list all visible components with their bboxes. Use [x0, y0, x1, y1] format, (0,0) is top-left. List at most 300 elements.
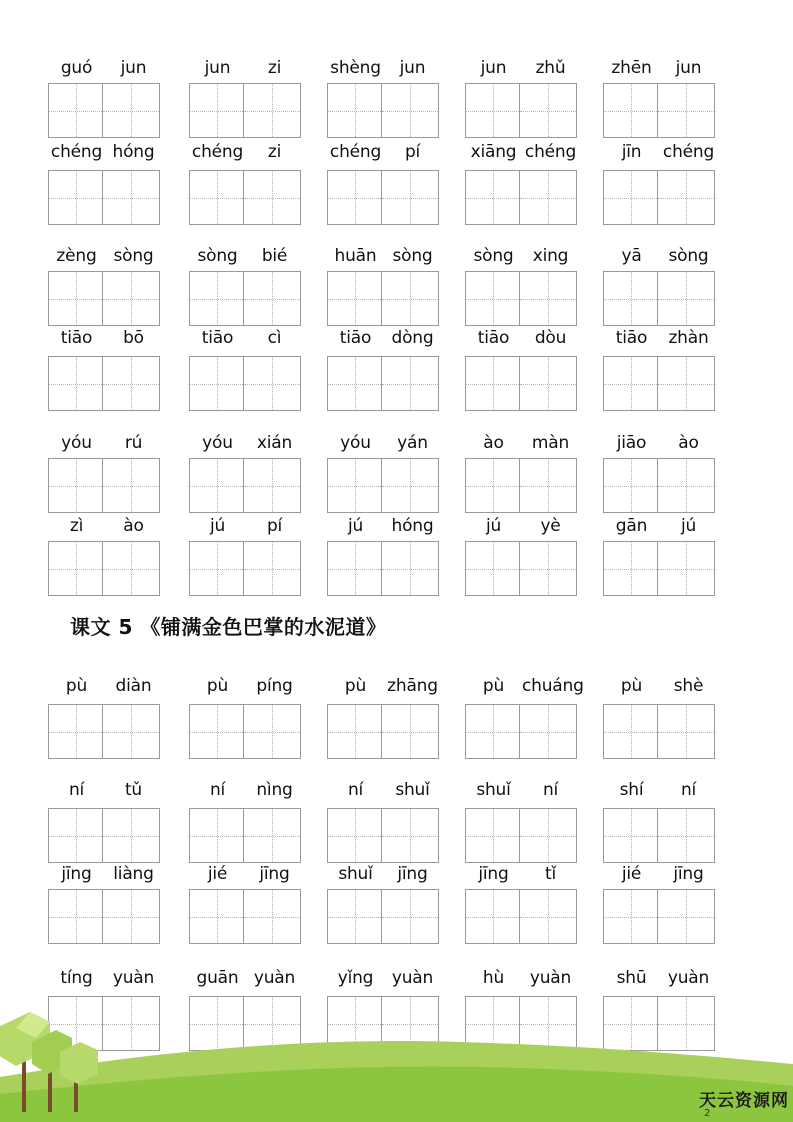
pinyin-label: pí [266, 516, 283, 536]
word-group [327, 140, 441, 226]
guide-line-vertical [131, 705, 132, 758]
writing-cell[interactable] [244, 541, 301, 596]
writing-cell[interactable] [189, 889, 244, 944]
writing-cell[interactable] [603, 83, 658, 138]
tianzige-grid [465, 808, 577, 863]
writing-cell[interactable] [48, 704, 103, 759]
guide-line-vertical [548, 542, 549, 595]
pinyin-label: yán [397, 433, 428, 453]
guide-line-vertical [493, 705, 494, 758]
guide-line-vertical [355, 809, 356, 862]
word-group [465, 514, 579, 597]
pinyin-label: chéng [191, 142, 244, 162]
writing-cell[interactable] [658, 458, 715, 513]
word-group [327, 56, 441, 139]
guide-line-vertical [131, 272, 132, 325]
guide-line-vertical [76, 809, 77, 862]
tianzige-grid [603, 889, 715, 944]
guide-line-vertical [272, 809, 273, 862]
writing-cell[interactable] [520, 458, 577, 513]
pinyin-label: jīng [673, 864, 704, 884]
pinyin-label: jun [399, 58, 426, 78]
writing-cell[interactable] [327, 704, 382, 759]
guide-line-vertical [272, 171, 273, 224]
writing-cell[interactable] [103, 356, 160, 411]
guide-line-vertical [272, 84, 273, 137]
guide-line-vertical [631, 84, 632, 137]
writing-cell[interactable] [244, 83, 301, 138]
guide-line-vertical [272, 705, 273, 758]
writing-cell[interactable] [244, 356, 301, 411]
tianzige-grid [465, 356, 577, 411]
writing-cell[interactable] [48, 356, 103, 411]
writing-cell[interactable] [658, 889, 715, 944]
word-group [465, 862, 579, 945]
guide-line-vertical [217, 171, 218, 224]
writing-cell[interactable] [603, 541, 658, 596]
writing-cell[interactable] [382, 704, 439, 759]
pinyin-label: tiāo [477, 328, 510, 348]
word-group [603, 862, 717, 945]
writing-cell[interactable] [658, 541, 715, 596]
guide-line-vertical [548, 272, 549, 325]
writing-cell[interactable] [327, 889, 382, 944]
word-group [603, 431, 717, 514]
writing-cell[interactable] [520, 83, 577, 138]
guide-line-vertical [410, 459, 411, 512]
pinyin-label: jun [204, 58, 231, 78]
tianzige-grid [465, 541, 577, 596]
word-group [48, 326, 162, 412]
pinyin-label: zhàn [668, 328, 709, 348]
word-group [603, 56, 717, 139]
writing-cell[interactable] [189, 170, 244, 225]
tianzige-grid [48, 541, 160, 596]
pinyin-label: jun [120, 58, 147, 78]
guide-line-vertical [548, 809, 549, 862]
pinyin-label: tǔ [124, 780, 143, 800]
writing-cell[interactable] [382, 458, 439, 513]
writing-cell[interactable] [382, 271, 439, 326]
guide-line-vertical [493, 890, 494, 943]
tianzige-grid [48, 356, 160, 411]
writing-cell[interactable] [48, 83, 103, 138]
writing-cell[interactable] [520, 541, 577, 596]
pinyin-label: jīng [397, 864, 428, 884]
tianzige-grid [603, 704, 715, 759]
tianzige-grid [603, 541, 715, 596]
word-group [465, 56, 579, 139]
guide-line-vertical [631, 890, 632, 943]
pinyin-label: shuǐ [476, 780, 511, 800]
writing-cell[interactable] [465, 889, 520, 944]
tianzige-grid [327, 83, 439, 138]
word-group [189, 140, 303, 226]
guide-line-vertical [217, 542, 218, 595]
pinyin-label: pí [404, 142, 421, 162]
guide-line-vertical [493, 272, 494, 325]
writing-cell[interactable] [48, 271, 103, 326]
guide-line-vertical [493, 84, 494, 137]
word-group [48, 674, 162, 760]
guide-line-vertical [76, 705, 77, 758]
word-group [603, 778, 717, 864]
guide-line-vertical [410, 171, 411, 224]
writing-cell[interactable] [103, 83, 160, 138]
pinyin-label: tiāo [339, 328, 372, 348]
tianzige-grid [189, 889, 301, 944]
pinyin-label: chéng [329, 142, 382, 162]
guide-line-vertical [355, 890, 356, 943]
word-group [603, 674, 717, 760]
writing-cell[interactable] [244, 808, 301, 863]
word-group [603, 140, 717, 226]
tianzige-grid [327, 356, 439, 411]
pinyin-label: yuàn [253, 968, 296, 988]
guide-line-vertical [76, 890, 77, 943]
pinyin-label: rú [124, 433, 143, 453]
writing-cell[interactable] [48, 170, 103, 225]
writing-cell[interactable] [103, 808, 160, 863]
guide-line-vertical [548, 459, 549, 512]
writing-cell[interactable] [244, 889, 301, 944]
pinyin-label: hóng [112, 142, 155, 162]
word-group [327, 244, 441, 327]
pinyin-label: jú [680, 516, 697, 536]
writing-cell[interactable] [48, 889, 103, 944]
pinyin-label: jīng [478, 864, 509, 884]
writing-cell[interactable] [520, 808, 577, 863]
guide-line-vertical [217, 890, 218, 943]
writing-cell[interactable] [465, 356, 520, 411]
pinyin-label: yā [621, 246, 642, 266]
tianzige-grid [603, 170, 715, 225]
writing-cell[interactable] [327, 170, 382, 225]
writing-cell[interactable] [382, 83, 439, 138]
pinyin-label: bō [123, 328, 144, 348]
writing-cell[interactable] [189, 541, 244, 596]
guide-line-vertical [217, 809, 218, 862]
writing-cell[interactable] [658, 83, 715, 138]
pinyin-label: yuàn [529, 968, 572, 988]
guide-line-vertical [355, 84, 356, 137]
tianzige-grid [465, 271, 577, 326]
writing-cell[interactable] [603, 271, 658, 326]
tianzige-grid [48, 808, 160, 863]
pinyin-label: yǐng [337, 968, 374, 988]
guide-line-vertical [686, 705, 687, 758]
writing-cell[interactable] [103, 170, 160, 225]
writing-cell[interactable] [327, 458, 382, 513]
guide-line-vertical [217, 459, 218, 512]
guide-line-vertical [631, 357, 632, 410]
writing-cell[interactable] [658, 356, 715, 411]
pinyin-label: jun [675, 58, 702, 78]
guide-line-vertical [131, 459, 132, 512]
guide-line-vertical [76, 272, 77, 325]
tianzige-grid [189, 170, 301, 225]
tianzige-grid [48, 458, 160, 513]
pinyin-label: xing [532, 246, 569, 266]
pinyin-label: sòng [113, 246, 154, 266]
pinyin-label: yè [540, 516, 561, 536]
tianzige-grid [603, 808, 715, 863]
writing-cell[interactable] [658, 170, 715, 225]
pinyin-label: chéng [50, 142, 103, 162]
writing-cell[interactable] [244, 704, 301, 759]
tianzige-grid [603, 458, 715, 513]
pinyin-label: ní [347, 780, 364, 800]
pinyin-label: nìng [256, 780, 293, 800]
writing-cell[interactable] [189, 356, 244, 411]
word-group [189, 862, 303, 945]
writing-cell[interactable] [603, 808, 658, 863]
guide-line-vertical [631, 542, 632, 595]
writing-cell[interactable] [658, 271, 715, 326]
writing-cell[interactable] [658, 704, 715, 759]
pinyin-label: jīng [259, 864, 290, 884]
guide-line-vertical [493, 171, 494, 224]
writing-cell[interactable] [382, 356, 439, 411]
guide-line-vertical [410, 890, 411, 943]
pinyin-label: yóu [202, 433, 233, 453]
pinyin-label: pù [482, 676, 505, 696]
tianzige-grid [465, 458, 577, 513]
tianzige-grid [189, 356, 301, 411]
pinyin-label: sòng [392, 246, 433, 266]
writing-cell[interactable] [603, 356, 658, 411]
pinyin-label: jú [209, 516, 226, 536]
tianzige-grid [465, 170, 577, 225]
pinyin-label: ní [68, 780, 85, 800]
guide-line-vertical [631, 809, 632, 862]
word-group [465, 244, 579, 327]
writing-cell[interactable] [382, 541, 439, 596]
tianzige-grid [189, 271, 301, 326]
writing-cell[interactable] [103, 889, 160, 944]
pinyin-label: jun [480, 58, 507, 78]
writing-cell[interactable] [103, 541, 160, 596]
pinyin-label: ní [209, 780, 226, 800]
pinyin-label: pù [206, 676, 229, 696]
word-group [327, 326, 441, 412]
writing-cell[interactable] [603, 889, 658, 944]
word-group [465, 674, 584, 760]
pinyin-label: zèng [56, 246, 97, 266]
writing-cell[interactable] [520, 889, 577, 944]
writing-cell[interactable] [520, 356, 577, 411]
pinyin-label: shí [619, 780, 644, 800]
pinyin-label: pù [620, 676, 643, 696]
pinyin-label: shuǐ [395, 780, 430, 800]
word-group [48, 862, 162, 945]
pinyin-label: jié [207, 864, 228, 884]
writing-cell[interactable] [465, 541, 520, 596]
word-group [465, 140, 579, 226]
guide-line-vertical [272, 542, 273, 595]
pinyin-label: sòng [473, 246, 514, 266]
word-group [189, 778, 303, 864]
writing-cell[interactable] [327, 356, 382, 411]
pinyin-label: píng [256, 676, 293, 696]
guide-line-vertical [355, 705, 356, 758]
guide-line-vertical [686, 357, 687, 410]
footer-logo: 天云资源网 [699, 1091, 789, 1111]
pinyin-label: chéng [662, 142, 715, 162]
writing-cell[interactable] [382, 808, 439, 863]
page-number: 2 [704, 1108, 711, 1119]
pinyin-label: yuàn [667, 968, 710, 988]
guide-line-vertical [355, 459, 356, 512]
guide-line-vertical [355, 357, 356, 410]
writing-cell[interactable] [103, 271, 160, 326]
pinyin-label: gān [615, 516, 648, 536]
pinyin-label: jié [621, 864, 642, 884]
writing-cell[interactable] [465, 83, 520, 138]
writing-cell[interactable] [520, 170, 577, 225]
guide-line-vertical [355, 542, 356, 595]
tianzige-grid [465, 889, 577, 944]
writing-cell[interactable] [48, 458, 103, 513]
guide-line-vertical [131, 890, 132, 943]
pinyin-label: zhāng [387, 676, 438, 696]
tianzige-grid [48, 271, 160, 326]
guide-line-vertical [631, 459, 632, 512]
tianzige-grid [327, 541, 439, 596]
guide-line-vertical [131, 542, 132, 595]
writing-cell[interactable] [465, 458, 520, 513]
writing-cell[interactable] [658, 808, 715, 863]
tianzige-grid [327, 704, 439, 759]
word-group [327, 674, 441, 760]
pinyin-label: huān [334, 246, 377, 266]
writing-cell[interactable] [189, 704, 244, 759]
pinyin-label: bié [261, 246, 288, 266]
tianzige-grid [327, 170, 439, 225]
tianzige-grid [48, 889, 160, 944]
pinyin-label: zì [69, 516, 84, 536]
tianzige-grid [48, 170, 160, 225]
writing-cell[interactable] [189, 271, 244, 326]
word-group [48, 431, 162, 514]
guide-line-vertical [410, 84, 411, 137]
pinyin-label: liàng [113, 864, 154, 884]
guide-line-vertical [131, 84, 132, 137]
guide-line-vertical [493, 809, 494, 862]
writing-cell[interactable] [244, 170, 301, 225]
writing-cell[interactable] [603, 170, 658, 225]
guide-line-vertical [686, 272, 687, 325]
writing-cell[interactable] [327, 83, 382, 138]
writing-cell[interactable] [189, 458, 244, 513]
writing-cell[interactable] [465, 704, 520, 759]
pinyin-label: sòng [197, 246, 238, 266]
guide-line-vertical [631, 705, 632, 758]
guide-line-vertical [686, 542, 687, 595]
pinyin-label: zhǔ [535, 58, 566, 78]
writing-cell[interactable] [465, 170, 520, 225]
writing-cell[interactable] [48, 808, 103, 863]
word-group [48, 140, 162, 226]
word-group [189, 244, 303, 327]
word-group [327, 431, 441, 514]
word-group [189, 56, 303, 139]
word-group [48, 244, 162, 327]
pinyin-label: ní [542, 780, 559, 800]
pinyin-label: tǐ [545, 864, 556, 884]
pinyin-label: shè [673, 676, 704, 696]
pinyin-label: guān [196, 968, 239, 988]
writing-cell[interactable] [603, 704, 658, 759]
word-group [327, 778, 441, 864]
writing-cell[interactable] [382, 889, 439, 944]
guide-line-vertical [131, 171, 132, 224]
guide-line-vertical [410, 357, 411, 410]
tianzige-grid [327, 889, 439, 944]
word-group [327, 514, 441, 597]
guide-line-vertical [355, 171, 356, 224]
pinyin-label: pù [344, 676, 367, 696]
tianzige-grid [465, 83, 577, 138]
guide-line-vertical [410, 542, 411, 595]
guide-line-vertical [131, 809, 132, 862]
guide-line-vertical [217, 705, 218, 758]
guide-line-vertical [548, 357, 549, 410]
guide-line-vertical [217, 84, 218, 137]
writing-cell[interactable] [382, 170, 439, 225]
guide-line-vertical [355, 272, 356, 325]
writing-cell[interactable] [603, 458, 658, 513]
writing-cell[interactable] [244, 271, 301, 326]
pinyin-label: dòu [534, 328, 567, 348]
writing-cell[interactable] [189, 83, 244, 138]
guide-line-vertical [76, 459, 77, 512]
writing-cell[interactable] [103, 704, 160, 759]
pinyin-label: ào [123, 516, 144, 536]
writing-cell[interactable] [327, 541, 382, 596]
tianzige-grid [327, 271, 439, 326]
pinyin-label: jīng [61, 864, 92, 884]
writing-cell[interactable] [103, 458, 160, 513]
pinyin-label: tiāo [60, 328, 93, 348]
word-group [48, 514, 162, 597]
tianzige-grid [189, 541, 301, 596]
writing-cell[interactable] [520, 271, 577, 326]
writing-cell[interactable] [327, 808, 382, 863]
writing-cell[interactable] [465, 271, 520, 326]
pinyin-label: chuáng [522, 676, 584, 696]
pinyin-label: dòng [391, 328, 434, 348]
writing-cell[interactable] [189, 808, 244, 863]
writing-cell[interactable] [244, 458, 301, 513]
guide-line-vertical [410, 809, 411, 862]
guide-line-vertical [272, 357, 273, 410]
writing-cell[interactable] [520, 704, 577, 759]
word-group [465, 431, 579, 514]
pinyin-label: ào [483, 433, 504, 453]
writing-cell[interactable] [327, 271, 382, 326]
tianzige-grid [465, 704, 577, 759]
pinyin-label: shū [616, 968, 647, 988]
writing-cell[interactable] [48, 541, 103, 596]
guide-line-vertical [548, 84, 549, 137]
guide-line-vertical [410, 272, 411, 325]
lesson-title: 课文 5 《铺满金色巴掌的水泥道》 [70, 615, 387, 639]
writing-cell[interactable] [465, 808, 520, 863]
pinyin-label: cì [267, 328, 282, 348]
pinyin-label: tíng [60, 968, 93, 988]
tianzige-grid [327, 808, 439, 863]
